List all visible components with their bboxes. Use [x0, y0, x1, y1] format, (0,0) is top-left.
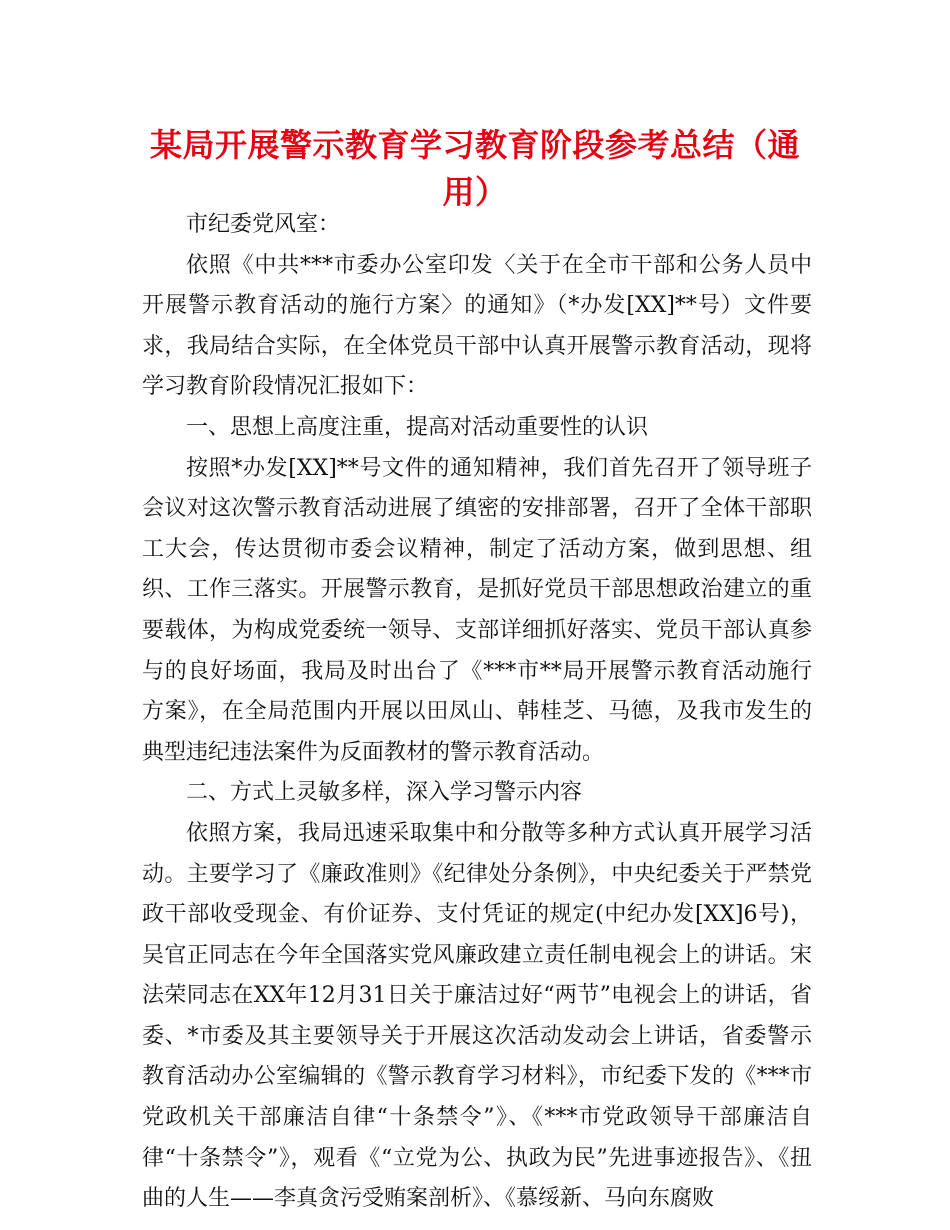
- section-heading-1: 一、思想上高度注重，提高对活动重要性的认识: [186, 414, 649, 440]
- paragraph-section-2: 依照方案，我局迅速采取集中和分散等多种方式认真开展学习活动。主要学习了《廉政准则》《纪律处分条例》，中央纪委关于严禁党政干部收受现金、有价证券、支付凭证的规定(中纪办发[XX]6号)，吴官正同志在今年全国落实党风廉政建立责任制电视会上的讲话。宋法荣同志在XX年12月31日关于廉洁过好“两节”电视会上的讲话，省委、*市委及其主要领导关于开展这次活动发动会上讲话，省委警示教育活动办公室编辑的《警示教育学习材料》，市纪委下发的《***市党政机关干部廉洁自律“十条禁令”》、《***市党政领导干部廉洁自律“十条禁令”》，观看《“立党为公、执政为民”先进事迹报告》、《扭曲的人生——李真贪污受贿案剖析》、《慕绥新、马向东腐败: [142, 820, 812, 1212]
- section-heading-2: 二、方式上灵敏多样，深入学习警示内容: [186, 780, 583, 806]
- paragraph-salutation: 市纪委党风室：: [186, 212, 341, 237]
- paragraph-intro: 依照《中共***市委办公室印发〈关于在全市干部和公务人员中开展警示教育活动的施行方案〉的通知》（*办发[XX]**号）文件要求，我局结合实际，在全体党员干部中认真开展警示教育活动，现将学习教育阶段情况汇报如下：: [142, 252, 812, 400]
- document-body: [142, 205, 812, 1220]
- document-title: 某局开展警示教育学习教育阶段参考总结（通用）: [149, 126, 800, 211]
- paragraph-section-1: 按照*办发[XX]**号文件的通知精神，我们首先召开了领导班子会议对这次警示教育活动进展了缜密的安排部署，召开了全体干部职工大会，传达贯彻市委会议精神，制定了活动方案，做到思想、组织、工作三落实。开展警示教育，是抓好党员干部思想政治建立的重要载体，为构成党委统一领导、支部详细抓好落实、党员干部认真参与的良好场面，我局及时出台了《***市**局开展警示教育活动施行方案》，在全局范围内开展以田凤山、韩桂芝、马德，及我市发生的典型违纪违法案件为反面教材的警示教育活动。: [142, 455, 812, 765]
